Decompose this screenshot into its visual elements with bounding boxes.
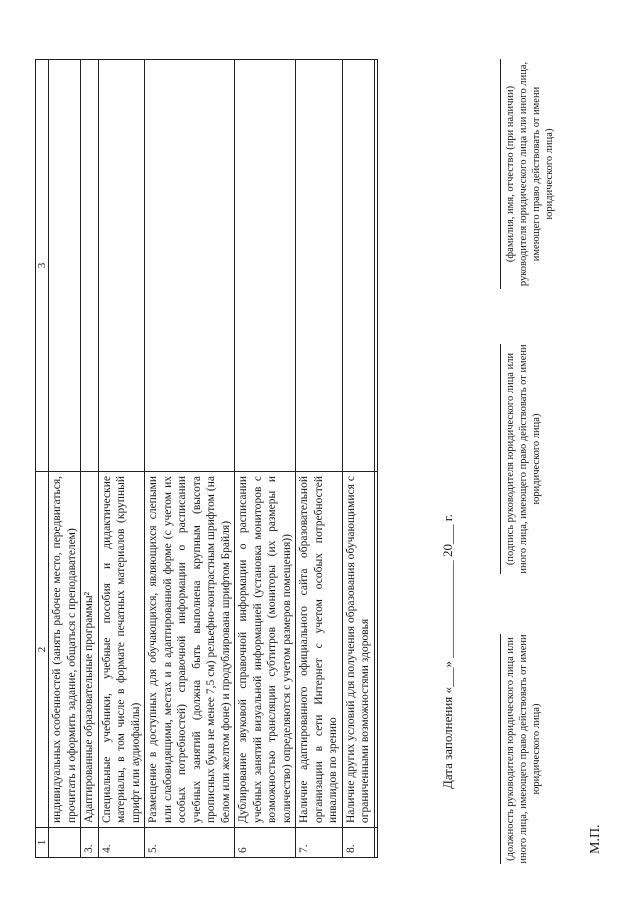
signature-block-fullname: [500, 59, 556, 289]
row-number: 5.: [145, 828, 235, 858]
row-description: [374, 472, 377, 828]
row-number: 7.: [296, 828, 343, 858]
signature-block-position: [500, 634, 543, 864]
header-cell: 2: [36, 472, 49, 828]
conditions-table: [35, 59, 378, 858]
table-row: [81, 60, 99, 858]
row-description: Наличие других условий для получения образования обучающимися с ограниченными возможностями здоровья: [342, 472, 374, 828]
row-value: [49, 60, 81, 472]
row-description: Дублирование звуковой справочной информации о расписании учебных занятий визуальной информацией (установка мониторов с возможностью трансляции субтитров (мониторы (их размеры и количество) определяются с учетом размеров помещения)): [235, 472, 296, 828]
table-header-row: [36, 60, 49, 858]
signature-rule: [500, 59, 501, 289]
table-row: [374, 60, 377, 858]
table-row: [296, 60, 343, 858]
header-cell: 3: [36, 60, 49, 472]
row-number: [49, 828, 81, 858]
row-number: 6: [235, 828, 296, 858]
row-number: 3.: [81, 828, 99, 858]
table-row: [342, 60, 374, 858]
row-number: 4.: [98, 828, 145, 858]
signature-rule: [500, 344, 501, 574]
table-row: [235, 60, 296, 858]
header-cell: 1: [36, 828, 49, 858]
row-value: [235, 60, 296, 472]
row-number: [374, 828, 377, 858]
row-value: [98, 60, 145, 472]
fill-date-line: Дата заполнения «___» _______________ 20___ г.: [440, 514, 455, 789]
signature-block-signature: [500, 344, 543, 574]
signature-caption: (подпись руководителя юридического лица или иного лица, имеющего право действовать от имени юридического лица): [505, 344, 542, 574]
row-description: Адаптированные образовательные программы²: [81, 472, 99, 828]
row-value: [374, 60, 377, 472]
table-row: [145, 60, 235, 858]
row-description: Размещение в доступных для обучающихся, являющихся слепыми или слабовидящими, местах и в адаптированной форме (с учетом их особых потребностей) справочной информации о расписании учебных занятий (должна быть выполнена крупным (высота прописных букв не менее 7,5 см) рельефно-контрастным шрифтом (на белом или желтом фоне) и продублирована шрифтом Брайля): [145, 472, 235, 828]
signature-caption: (должность руководителя юридического лица или иного лица, имеющего право действовать от имени юридического лица): [505, 634, 542, 864]
row-value: [296, 60, 343, 472]
row-description: индивидуальных особенностей (занять рабочее место, передвигаться, прочитать и оформить задание, общаться с преподавателем): [49, 472, 81, 828]
signature-caption: (фамилия, имя, отчество (при наличии) руководителя юридического лица или иного лица, имеющего право действовать от имени юридического лица): [505, 61, 555, 287]
row-value: [342, 60, 374, 472]
row-value: [81, 60, 99, 472]
table-row: [49, 60, 81, 858]
row-description: Специальные учебники, учебные пособия и дидактические материалы, в том числе в формате печатных материалов (крупный шрифт или аудиофайлы): [98, 472, 145, 828]
signature-rule: [500, 634, 501, 864]
row-description: Наличие адаптированного официального сайта образовательной организации в сети Интернет с учетом особых потребностей инвалидов по зрению: [296, 472, 343, 828]
stamp-placeholder: М.П.: [588, 824, 603, 854]
row-value: [145, 60, 235, 472]
row-number: 8.: [342, 828, 374, 858]
table-row: [98, 60, 145, 858]
